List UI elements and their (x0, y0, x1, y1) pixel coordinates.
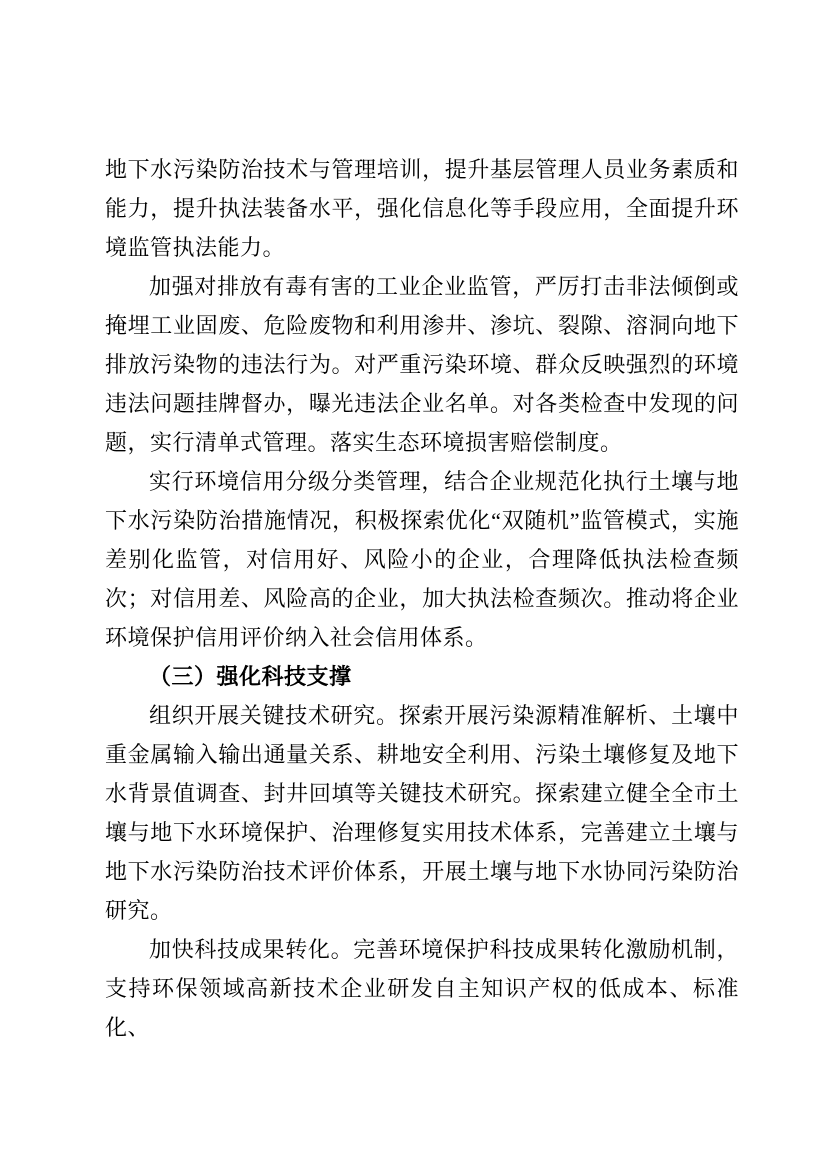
body-paragraph-tech-transfer: 加快科技成果转化。完善环境保护科技成果转化激励机制，支持环保领域高新技术企业研发自主知识产权的低成本、标准化、 (105, 937, 739, 1040)
section-heading: （三）强化科技支撑 (149, 664, 352, 689)
body-paragraph-credit-rating: 实行环境信用分级分类管理，结合企业规范化执行土壤与地下水污染防治措施情况，积极探索优化“双随机”监管模式，实施差别化监管，对信用好、风险小的企业，合理降低执法检查频次；对信用差、风险高的企业，加大执法检查频次。推动将企业环境保护信用评价纳入社会信用体系。 (105, 469, 739, 650)
body-paragraph-continuation: 地下水污染防治技术与管理培训，提升基层管理人员业务素质和能力，提升执法装备水平，强化信息化等手段应用，全面提升环境监管执法能力。 (105, 157, 739, 260)
body-paragraph-key-technology: 组织开展关键技术研究。探索开展污染源精准解析、土壤中重金属输入输出通量关系、耕地安全利用、污染土壤修复及地下水背景值调查、封井回填等关键技术研究。探索建立健全全市土壤与地下水环境保护、治理修复实用技术体系，完善建立土壤与地下水污染防治技术评价体系，开展土壤与地下水协同污染防治研究。 (105, 703, 739, 923)
body-paragraph-enforcement: 加强对排放有毒有害的工业企业监管，严厉打击非法倾倒或掩埋工业固废、危险废物和利用渗井、渗坑、裂隙、溶洞向地下排放污染物的违法行为。对严重污染环境、群众反映强烈的环境违法问题挂牌督办，曝光违法企业名单。对各类检查中发现的问题，实行清单式管理。落实生态环境损害赔偿制度。 (105, 274, 739, 455)
